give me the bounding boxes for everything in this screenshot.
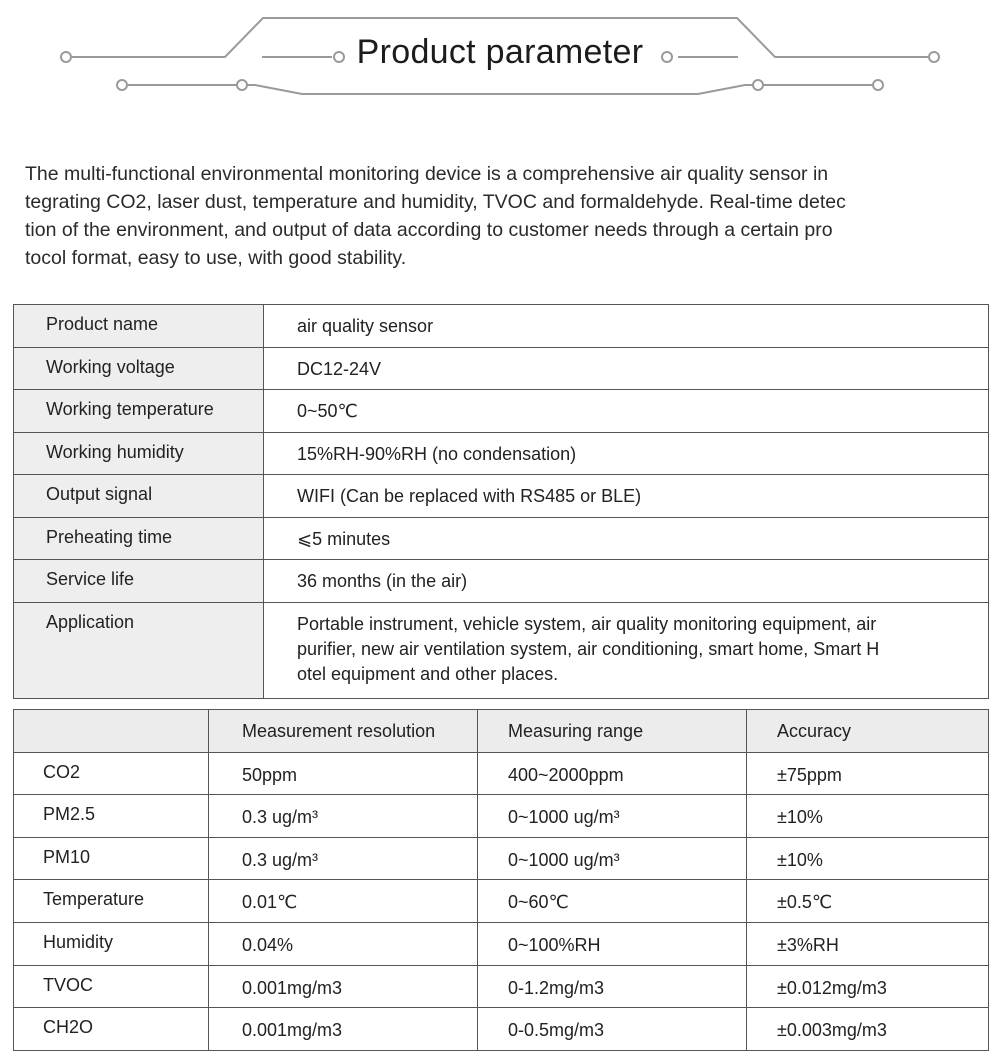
accuracy-cell: ±0.003mg/m3 xyxy=(747,1008,989,1051)
param-value: WIFI (Can be replaced with RS485 or BLE) xyxy=(264,475,989,518)
resolution-cell: 0.04% xyxy=(209,922,478,965)
accuracy-cell: ±10% xyxy=(747,837,989,880)
param-label: Working temperature xyxy=(14,390,264,433)
sensor-name: Temperature xyxy=(14,880,209,923)
sensor-name: Humidity xyxy=(14,922,209,965)
range-cell: 400~2000ppm xyxy=(478,752,747,795)
resolution-cell: 0.001mg/m3 xyxy=(209,965,478,1008)
param-value: 15%RH-90%RH (no condensation) xyxy=(264,432,989,475)
param-label: Application xyxy=(14,602,264,698)
param-label: Product name xyxy=(14,305,264,348)
parameter-table xyxy=(13,304,989,699)
table-row xyxy=(14,922,989,965)
accuracy-cell: ±75ppm xyxy=(747,752,989,795)
range-cell: 0-1.2mg/m3 xyxy=(478,965,747,1008)
resolution-cell: 0.3 ug/m³ xyxy=(209,795,478,838)
intro-line: tegrating CO2, laser dust, temperature and humidity, TVOC and formaldehyde. Real-time detec xyxy=(25,191,846,213)
range-cell: 0~1000 ug/m³ xyxy=(478,837,747,880)
param-value: DC12-24V xyxy=(264,347,989,390)
table-row xyxy=(14,752,989,795)
table-row xyxy=(14,390,989,433)
resolution-cell: 0.01℃ xyxy=(209,880,478,923)
sensor-name: TVOC xyxy=(14,965,209,1008)
table-row xyxy=(14,965,989,1008)
table-row xyxy=(14,795,989,838)
column-header: Measurement resolution xyxy=(209,710,478,753)
table-header-row xyxy=(14,710,989,753)
range-cell: 0-0.5mg/m3 xyxy=(478,1008,747,1051)
param-value: 36 months (in the air) xyxy=(264,560,989,603)
param-value xyxy=(264,602,989,698)
accuracy-cell: ±10% xyxy=(747,795,989,838)
param-value: 0~50℃ xyxy=(264,390,989,433)
table-row xyxy=(14,560,989,603)
range-cell: 0~100%RH xyxy=(478,922,747,965)
column-header xyxy=(14,710,209,753)
application-line: Portable instrument, vehicle system, air quality monitoring equipment, air xyxy=(297,613,877,634)
range-cell: 0~1000 ug/m³ xyxy=(478,795,747,838)
resolution-cell: 0.001mg/m3 xyxy=(209,1008,478,1051)
intro-line: The multi-functional environmental monitoring device is a comprehensive air quality sensor in xyxy=(25,163,829,185)
intro-line: tocol format, easy to use, with good stability. xyxy=(25,247,407,269)
sensor-name: PM2.5 xyxy=(14,795,209,838)
column-header: Accuracy xyxy=(747,710,989,753)
intro-line: tion of the environment, and output of data according to customer needs through a certain pro xyxy=(25,219,833,241)
intro-paragraph xyxy=(25,160,975,272)
range-cell: 0~60℃ xyxy=(478,880,747,923)
sensor-name: CH2O xyxy=(14,1008,209,1051)
table-row xyxy=(14,432,989,475)
resolution-cell: 0.3 ug/m³ xyxy=(209,837,478,880)
page-title: Product parameter xyxy=(356,33,644,71)
table-row xyxy=(14,347,989,390)
table-row xyxy=(14,880,989,923)
column-header: Measuring range xyxy=(478,710,747,753)
table-row xyxy=(14,1008,989,1051)
table-row xyxy=(14,517,989,560)
table-row xyxy=(14,602,989,698)
table-row xyxy=(14,475,989,518)
accuracy-cell: ±0.012mg/m3 xyxy=(747,965,989,1008)
sensor-name: PM10 xyxy=(14,837,209,880)
param-value: air quality sensor xyxy=(264,305,989,348)
param-label: Working voltage xyxy=(14,347,264,390)
param-label: Output signal xyxy=(14,475,264,518)
resolution-cell: 50ppm xyxy=(209,752,478,795)
application-line: purifier, new air ventilation system, air conditioning, smart home, Smart H xyxy=(297,638,880,659)
measurement-table xyxy=(13,709,989,1051)
application-line: otel equipment and other places. xyxy=(297,663,559,684)
param-value: ⩽5 minutes xyxy=(264,517,989,560)
sensor-name: CO2 xyxy=(14,752,209,795)
title-banner xyxy=(0,0,1000,110)
accuracy-cell: ±0.5℃ xyxy=(747,880,989,923)
accuracy-cell: ±3%RH xyxy=(747,922,989,965)
param-label: Service life xyxy=(14,560,264,603)
table-row xyxy=(14,837,989,880)
param-label: Preheating time xyxy=(14,517,264,560)
table-row xyxy=(14,305,989,348)
param-label: Working humidity xyxy=(14,432,264,475)
